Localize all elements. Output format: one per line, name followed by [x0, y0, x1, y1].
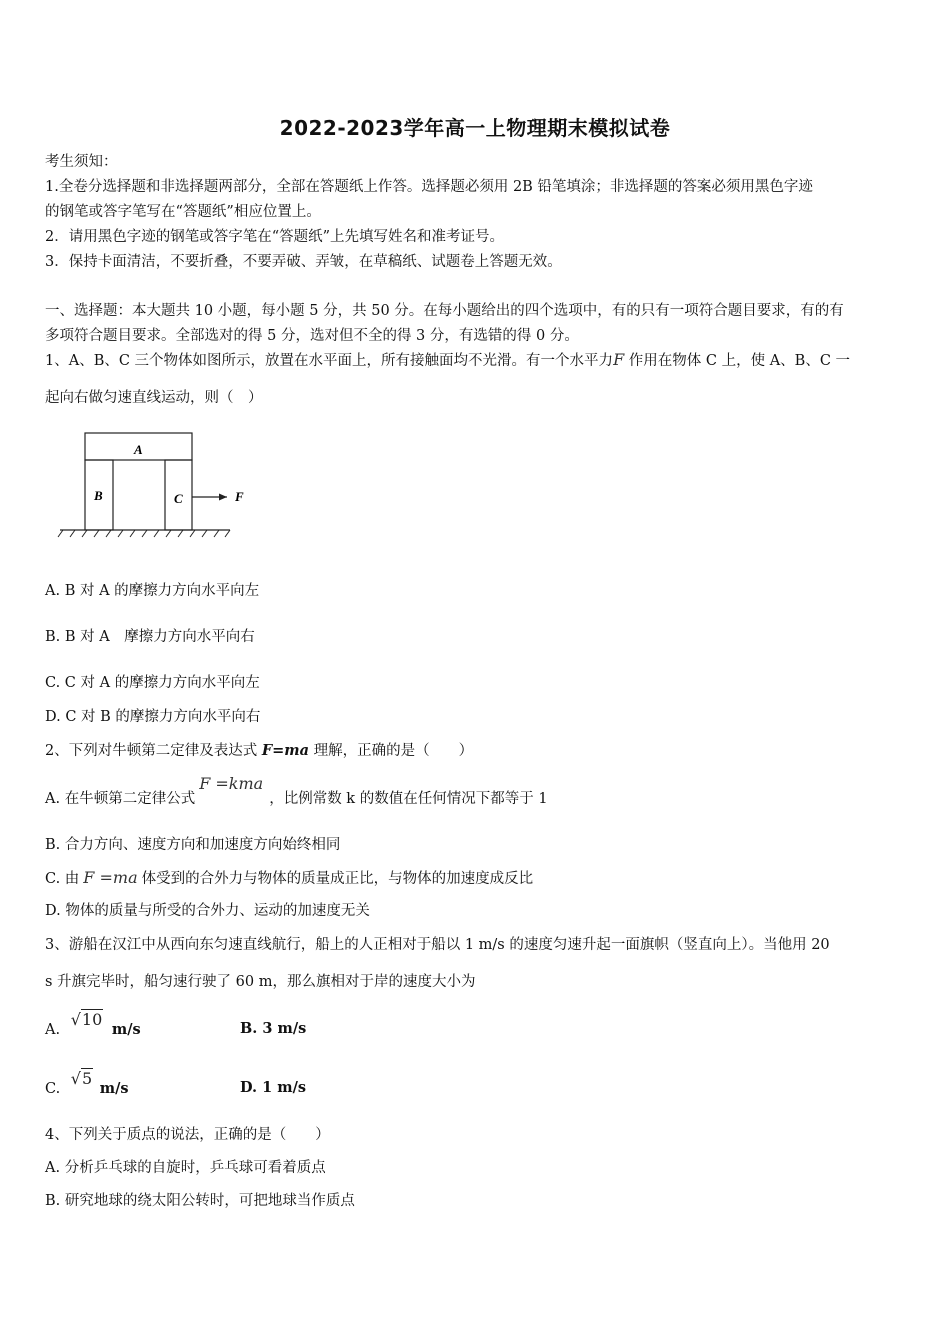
q2-option-c [45, 868, 533, 889]
q3-option-a-unit: m/s [111, 1021, 141, 1038]
q2-option-c-pre: C. 由 [45, 871, 80, 887]
q2-stem [45, 741, 473, 761]
q2-option-a-post: ，比例常数 k 的数值在任何情况下都等于 1 [269, 791, 548, 807]
q3-option-c [45, 1069, 129, 1099]
q3-stem-line-2: s 升旗完毕时，船匀速行驶了 60 m，那么旗相对于岸的速度大小为 [45, 974, 476, 990]
q4-option-a: A. 分析乒乓球的自旋时，乒乓球可看着质点 [45, 1160, 326, 1176]
force-arrow-head [219, 494, 227, 501]
label-b: B [94, 488, 103, 503]
q2-option-a-pre: A. 在牛顿第二定律公式 [45, 791, 196, 807]
q3-option-a-root: √10 [70, 1010, 103, 1029]
notice-item-3: 3．保持卡面清洁，不要折叠，不要弄破、弄皱，在草稿纸、试题卷上答题无效。 [45, 254, 562, 270]
page-title: 2022-2023学年高一上物理期末模拟试卷 [279, 116, 671, 140]
notice-heading: 考生须知： [45, 154, 118, 170]
q1-stem-part-b: 作用在物体 C 上，使 A、B、C 一 [624, 353, 851, 369]
q2-formula: F=ma [261, 742, 310, 759]
q2-stem-part-b: 理解，正确的是（ ） [309, 743, 474, 759]
q1-figure [55, 425, 265, 543]
q4-stem: 4、下列关于质点的说法，正确的是（ ） [45, 1127, 330, 1143]
q3-option-c-root: √5 [70, 1069, 93, 1088]
q1-stem-line-1 [45, 350, 850, 371]
q3-option-b: B. 3 m/s [240, 1020, 307, 1037]
q1-force-symbol: F [613, 350, 625, 369]
label-c: C [174, 491, 183, 506]
q3-option-a-label: A. [45, 1022, 61, 1038]
q4-option-b: B. 研究地球的绕太阳公转时，可把地球当作质点 [45, 1193, 355, 1209]
q1-option-c: C. C 对 A 的摩擦力方向水平向左 [45, 675, 260, 691]
q2-option-a-formula: F =kma [199, 774, 264, 793]
q2-option-b: B. 合力方向、速度方向和加速度方向始终相同 [45, 837, 341, 853]
label-a: A [134, 442, 143, 457]
ground-hatching [58, 530, 230, 537]
notice-item-2: 2．请用黑色字迹的钢笔或答字笔在“答题纸”上先填写姓名和准考证号。 [45, 229, 505, 245]
q3-stem-line-1: 3、游船在汉江中从西向东匀速直线航行，船上的人正相对于船以 1 m/s 的速度匀速升起一面旗帜（竖直向上）。当他用 20 [45, 937, 830, 953]
q1-stem-part-a: 1、A、B、C 三个物体如图所示，放置在水平面上，所有接触面均不光滑。有一个水平力 [45, 353, 614, 369]
q1-option-b: B. B 对 A 摩擦力方向水平向右 [45, 629, 255, 645]
label-f: F [235, 489, 244, 504]
section-instructions-line-1: 一、选择题：本大题共 10 小题，每小题 5 分，共 50 分。在每小题给出的四个选项中，有的只有一项符合题目要求，有的有 [45, 303, 844, 319]
q3-option-a [45, 1010, 141, 1040]
q3-option-c-unit: m/s [99, 1080, 129, 1097]
q2-option-c-formula: F =ma [83, 868, 138, 887]
notice-item-1-line-1: 1.全卷分选择题和非选择题两部分，全部在答题纸上作答。选择题必须用 2B 铅笔填涂；非选择题的答案必须用黑色字迹 [45, 179, 813, 195]
q1-option-a: A. B 对 A 的摩擦力方向水平向左 [45, 583, 260, 599]
q3-option-c-label: C. [45, 1081, 61, 1097]
q2-option-d: D. 物体的质量与所受的合外力、运动的加速度无关 [45, 903, 370, 919]
q1-option-d: D. C 对 B 的摩擦力方向水平向右 [45, 709, 261, 725]
q2-option-c-post: 体受到的合外力与物体的质量成正比，与物体的加速度成反比 [141, 871, 534, 887]
q2-stem-part-a: 2、下列对牛顿第二定律及表达式 [45, 743, 262, 759]
section-instructions-line-2: 多项符合题目要求。全部选对的得 5 分，选对但不全的得 3 分，有选错的得 0 分。 [45, 328, 579, 344]
q2-option-a [45, 774, 548, 809]
q3-option-c-radicand: 5 [82, 1069, 93, 1088]
notice-item-1-line-2: 的钢笔或答字笔写在“答题纸”相应位置上。 [45, 204, 321, 220]
q3-option-d: D. 1 m/s [240, 1079, 307, 1096]
q1-stem-line-2: 起向右做匀速直线运动，则（ ） [45, 390, 263, 406]
q3-option-a-radicand: 10 [81, 1010, 103, 1029]
